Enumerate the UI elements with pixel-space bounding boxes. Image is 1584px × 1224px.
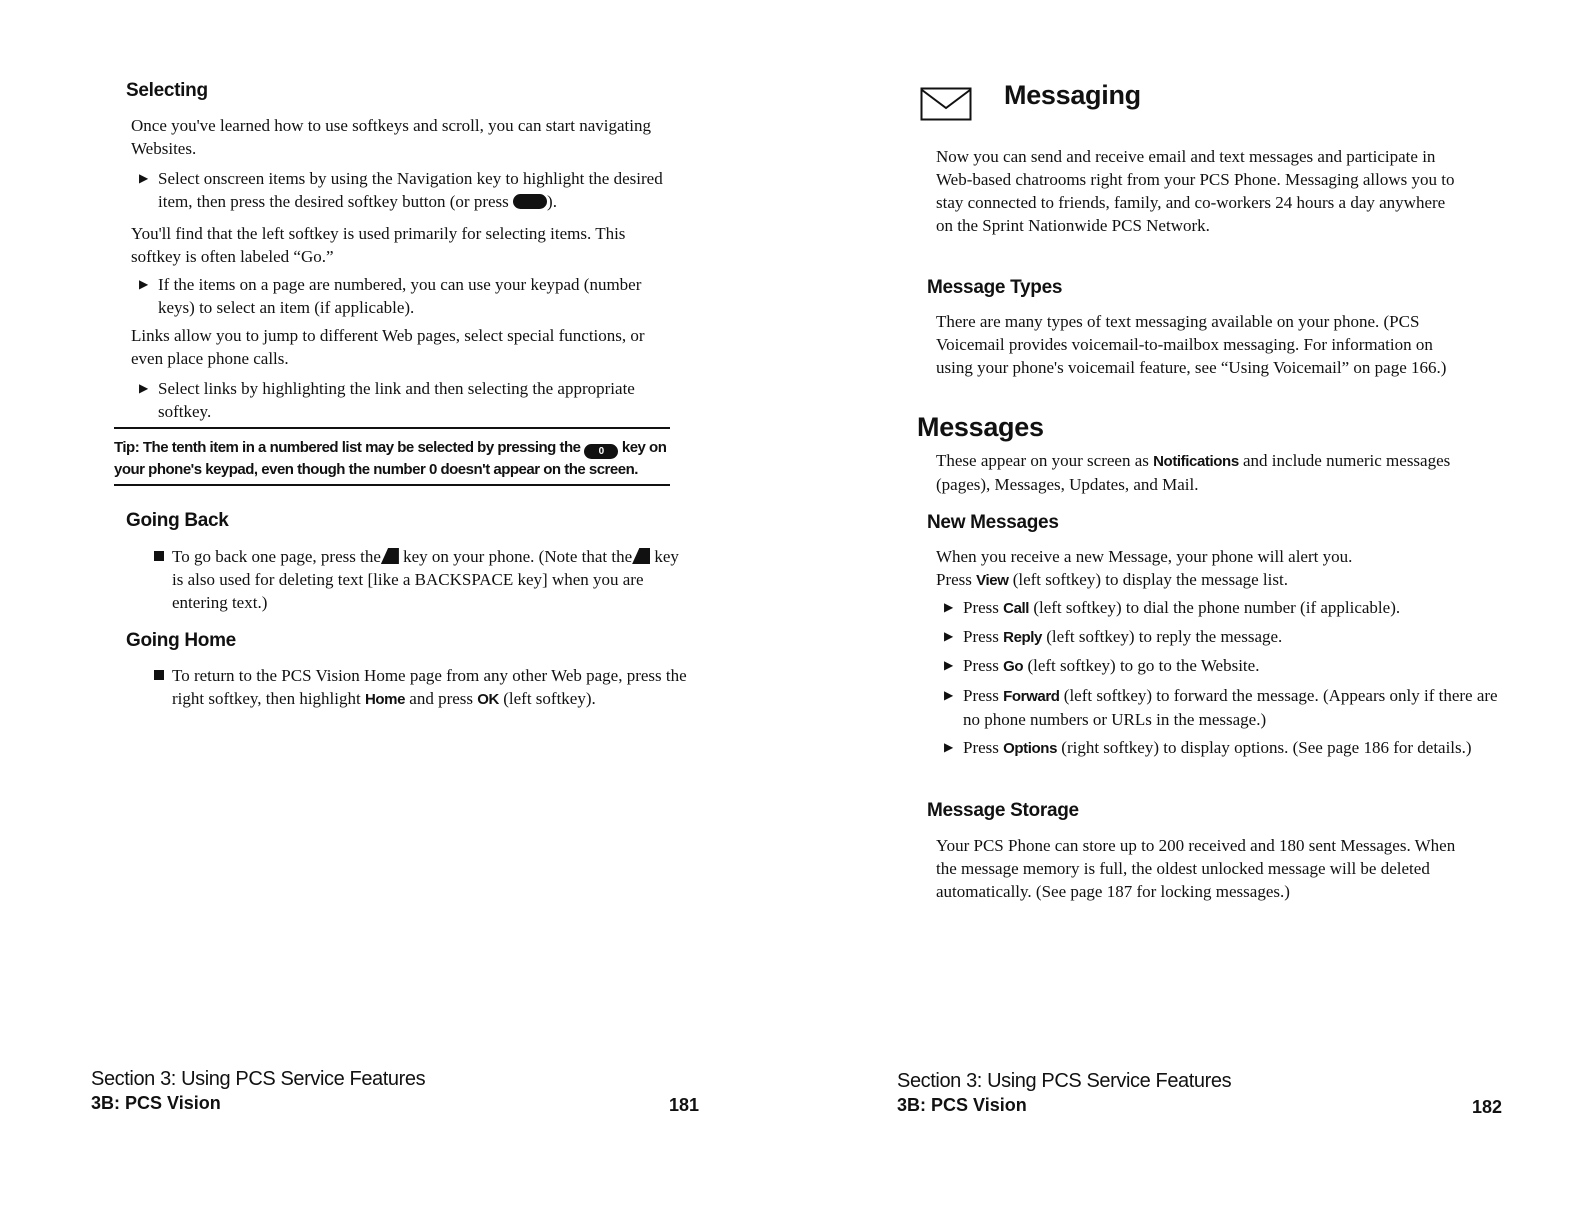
tip-box: Tip: The tenth item in a numbered list may be selected by pressing the 0 key on your phone's keypad, even though the number 0 doesn't appear on the screen. <box>114 439 667 478</box>
selecting-heading: Selecting <box>126 80 208 101</box>
new-messages-heading: New Messages <box>927 512 1059 533</box>
tip-label: Tip: <box>114 439 140 456</box>
going-home-heading: Going Home <box>126 630 236 651</box>
envelope-icon <box>920 87 972 121</box>
square-bullet-icon <box>154 670 164 680</box>
page-title: Messaging <box>1004 80 1141 110</box>
footer-subsection: 3B: PCS Vision <box>897 1095 1027 1115</box>
messages-heading: Messages <box>917 412 1044 442</box>
triangle-bullet-icon: ▶ <box>944 629 954 643</box>
triangle-bullet-icon: ▶ <box>944 658 954 672</box>
list-item: ▶ Press Forward (left softkey) to forward the message. (Appears only if there are no phone numbers or URLs in the message.) <box>944 686 1498 729</box>
triangle-bullet-icon: ▶ <box>944 740 954 754</box>
page-number: 182 <box>1472 1097 1503 1117</box>
list-item: ▶ Press Options (right softkey) to display options. (See page 186 for details.) <box>944 738 1472 757</box>
messages-text: These appear on your screen as Notifications and include numeric messages (pages), Messages, Updates, and Mail. <box>936 451 1451 494</box>
page-number: 181 <box>669 1095 700 1115</box>
footer-section: Section 3: Using PCS Service Features <box>91 1068 426 1090</box>
list-item: ▶ If the items on a page are numbered, you can use your keypad (number keys) to select an item (if applicable). <box>139 275 642 317</box>
triangle-bullet-icon: ▶ <box>139 381 149 395</box>
back-key-icon <box>381 548 399 564</box>
triangle-bullet-icon: ▶ <box>944 688 954 702</box>
list-item: ▶ Press Go (left softkey) to go to the Website. <box>944 656 1260 675</box>
footer-subsection: 3B: PCS Vision <box>91 1093 221 1113</box>
triangle-bullet-icon: ▶ <box>944 600 954 614</box>
list-item: ▶ Select onscreen items by using the Navigation key to highlight the desired item, then press the desired softkey button (or press ). <box>139 169 663 211</box>
selecting-links-text: Links allow you to jump to different Web pages, select special functions, or even place phone calls. <box>131 326 645 368</box>
back-key-icon <box>632 548 650 564</box>
tip-top-rule <box>114 427 670 429</box>
list-item: ▶ Select links by highlighting the link and then selecting the appropriate softkey. <box>139 379 635 421</box>
list-item: ▶ Press Reply (left softkey) to reply the message. <box>944 627 1283 646</box>
square-bullet-icon <box>154 551 164 561</box>
message-types-heading: Message Types <box>927 277 1063 298</box>
tip-bottom-rule <box>114 484 670 486</box>
footer-section: Section 3: Using PCS Service Features <box>897 1070 1232 1092</box>
messaging-intro: Now you can send and receive email and text messages and participate in Web-based chatrooms right from your PCS Phone. Messaging allows you to stay connected to friends, family, and co-workers 24 hours a day anywhere on the Sprint Nationwide PCS Network. <box>936 147 1455 235</box>
list-item: To go back one page, press the key on your phone. (Note that the key is also used for deleting text [like a BACKSPACE key] when you are entering text.) <box>126 545 692 614</box>
menu-ok-key-icon <box>513 194 547 209</box>
new-messages-line2: Press View (left softkey) to display the message list. <box>936 570 1288 589</box>
triangle-bullet-icon: ▶ <box>139 171 149 185</box>
list-item: To return to the PCS Vision Home page from any other Web page, press the right softkey, then highlight Home and press OK (left softkey). <box>126 664 692 711</box>
zero-key-icon: 0 <box>584 444 618 459</box>
new-messages-line1: When you receive a new Message, your phone will alert you. <box>936 547 1353 566</box>
going-back-heading: Going Back <box>126 510 229 531</box>
message-storage-heading: Message Storage <box>927 800 1079 821</box>
triangle-bullet-icon: ▶ <box>139 277 149 291</box>
selecting-left-softkey-text: You'll find that the left softkey is used primarily for selecting items. This softkey is often labeled “Go.” <box>131 224 626 266</box>
list-item: ▶ Press Call (left softkey) to dial the phone number (if applicable). <box>944 598 1401 617</box>
selecting-intro: Once you've learned how to use softkeys and scroll, you can start navigating Websites. <box>131 116 652 158</box>
message-types-text: There are many types of text messaging available on your phone. (PCS Voicemail provides voicemail-to-mailbox messaging. For information on using your phone's voicemail feature, see “Using Voicemail” on page 166.) <box>936 312 1447 377</box>
message-storage-text: Your PCS Phone can store up to 200 received and 180 sent Messages. When the message memory is full, the oldest unlocked message will be deleted automatically. (See page 187 for locking messages.) <box>936 836 1456 901</box>
